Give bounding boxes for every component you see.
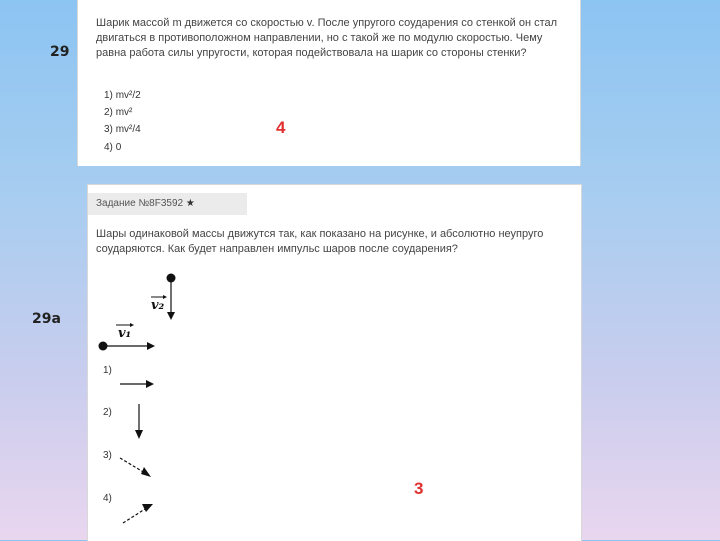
option-formula: 0 [115, 142, 122, 153]
option-number: 3) [104, 124, 113, 135]
option-3 [104, 124, 141, 135]
problem-29-number: 29 [50, 44, 70, 60]
option-2 [104, 107, 132, 118]
option-number: 2) [103, 407, 112, 418]
option-number: 4) [104, 142, 113, 153]
option-number: 4) [103, 493, 112, 504]
velocity-2-arrow [166, 282, 176, 322]
option-4 [103, 493, 112, 504]
right-arrow-icon [120, 379, 160, 389]
option-formula: mv²/2 [115, 90, 141, 101]
problem-29a-question: Шары одинаковой массы движутся так, как показано на рисунке, и абсолютно неупруго соударяются. Как будет направлен импульс шаров после соударения? [96, 228, 544, 255]
option-2 [103, 407, 112, 418]
option-1 [104, 90, 141, 101]
velocity-1-arrow [107, 341, 167, 351]
diagonal-down-right-arrow-icon [120, 456, 160, 486]
task-number[interactable]: Задание №8F3592 [96, 198, 184, 209]
option-3 [103, 450, 112, 461]
problem-29a-number: 29а [32, 311, 61, 327]
option-number: 1) [104, 90, 113, 101]
option-number: 3) [103, 450, 112, 461]
problem-29-question: Шарик массой m движется со скоростью v. После упругого соударения со стенкой он стал двигаться в противоположном направлении, но с такой же по модулю скоростью. Чему равна работа силы упругости, которая подействовала на шарик со стороны стенки? [96, 17, 558, 59]
problem-29a-panel [87, 184, 582, 541]
v2-label: v₂ [151, 298, 165, 313]
option-number: 1) [103, 365, 112, 376]
option-1 [103, 365, 112, 376]
option-number: 2) [104, 107, 113, 118]
problem-29-panel [77, 0, 581, 166]
diagonal-up-right-arrow-icon [123, 501, 163, 531]
star-icon[interactable]: ★ [185, 198, 195, 209]
option-4 [104, 142, 121, 153]
option-formula: mv² [115, 107, 133, 118]
problem-29a-answer: 3 [414, 479, 424, 498]
down-arrow-icon [134, 404, 144, 444]
task-header [88, 193, 247, 215]
v1-label: v₁ [118, 326, 132, 341]
option-formula: mv²/4 [115, 124, 141, 135]
problem-29-answer: 4 [276, 118, 286, 137]
